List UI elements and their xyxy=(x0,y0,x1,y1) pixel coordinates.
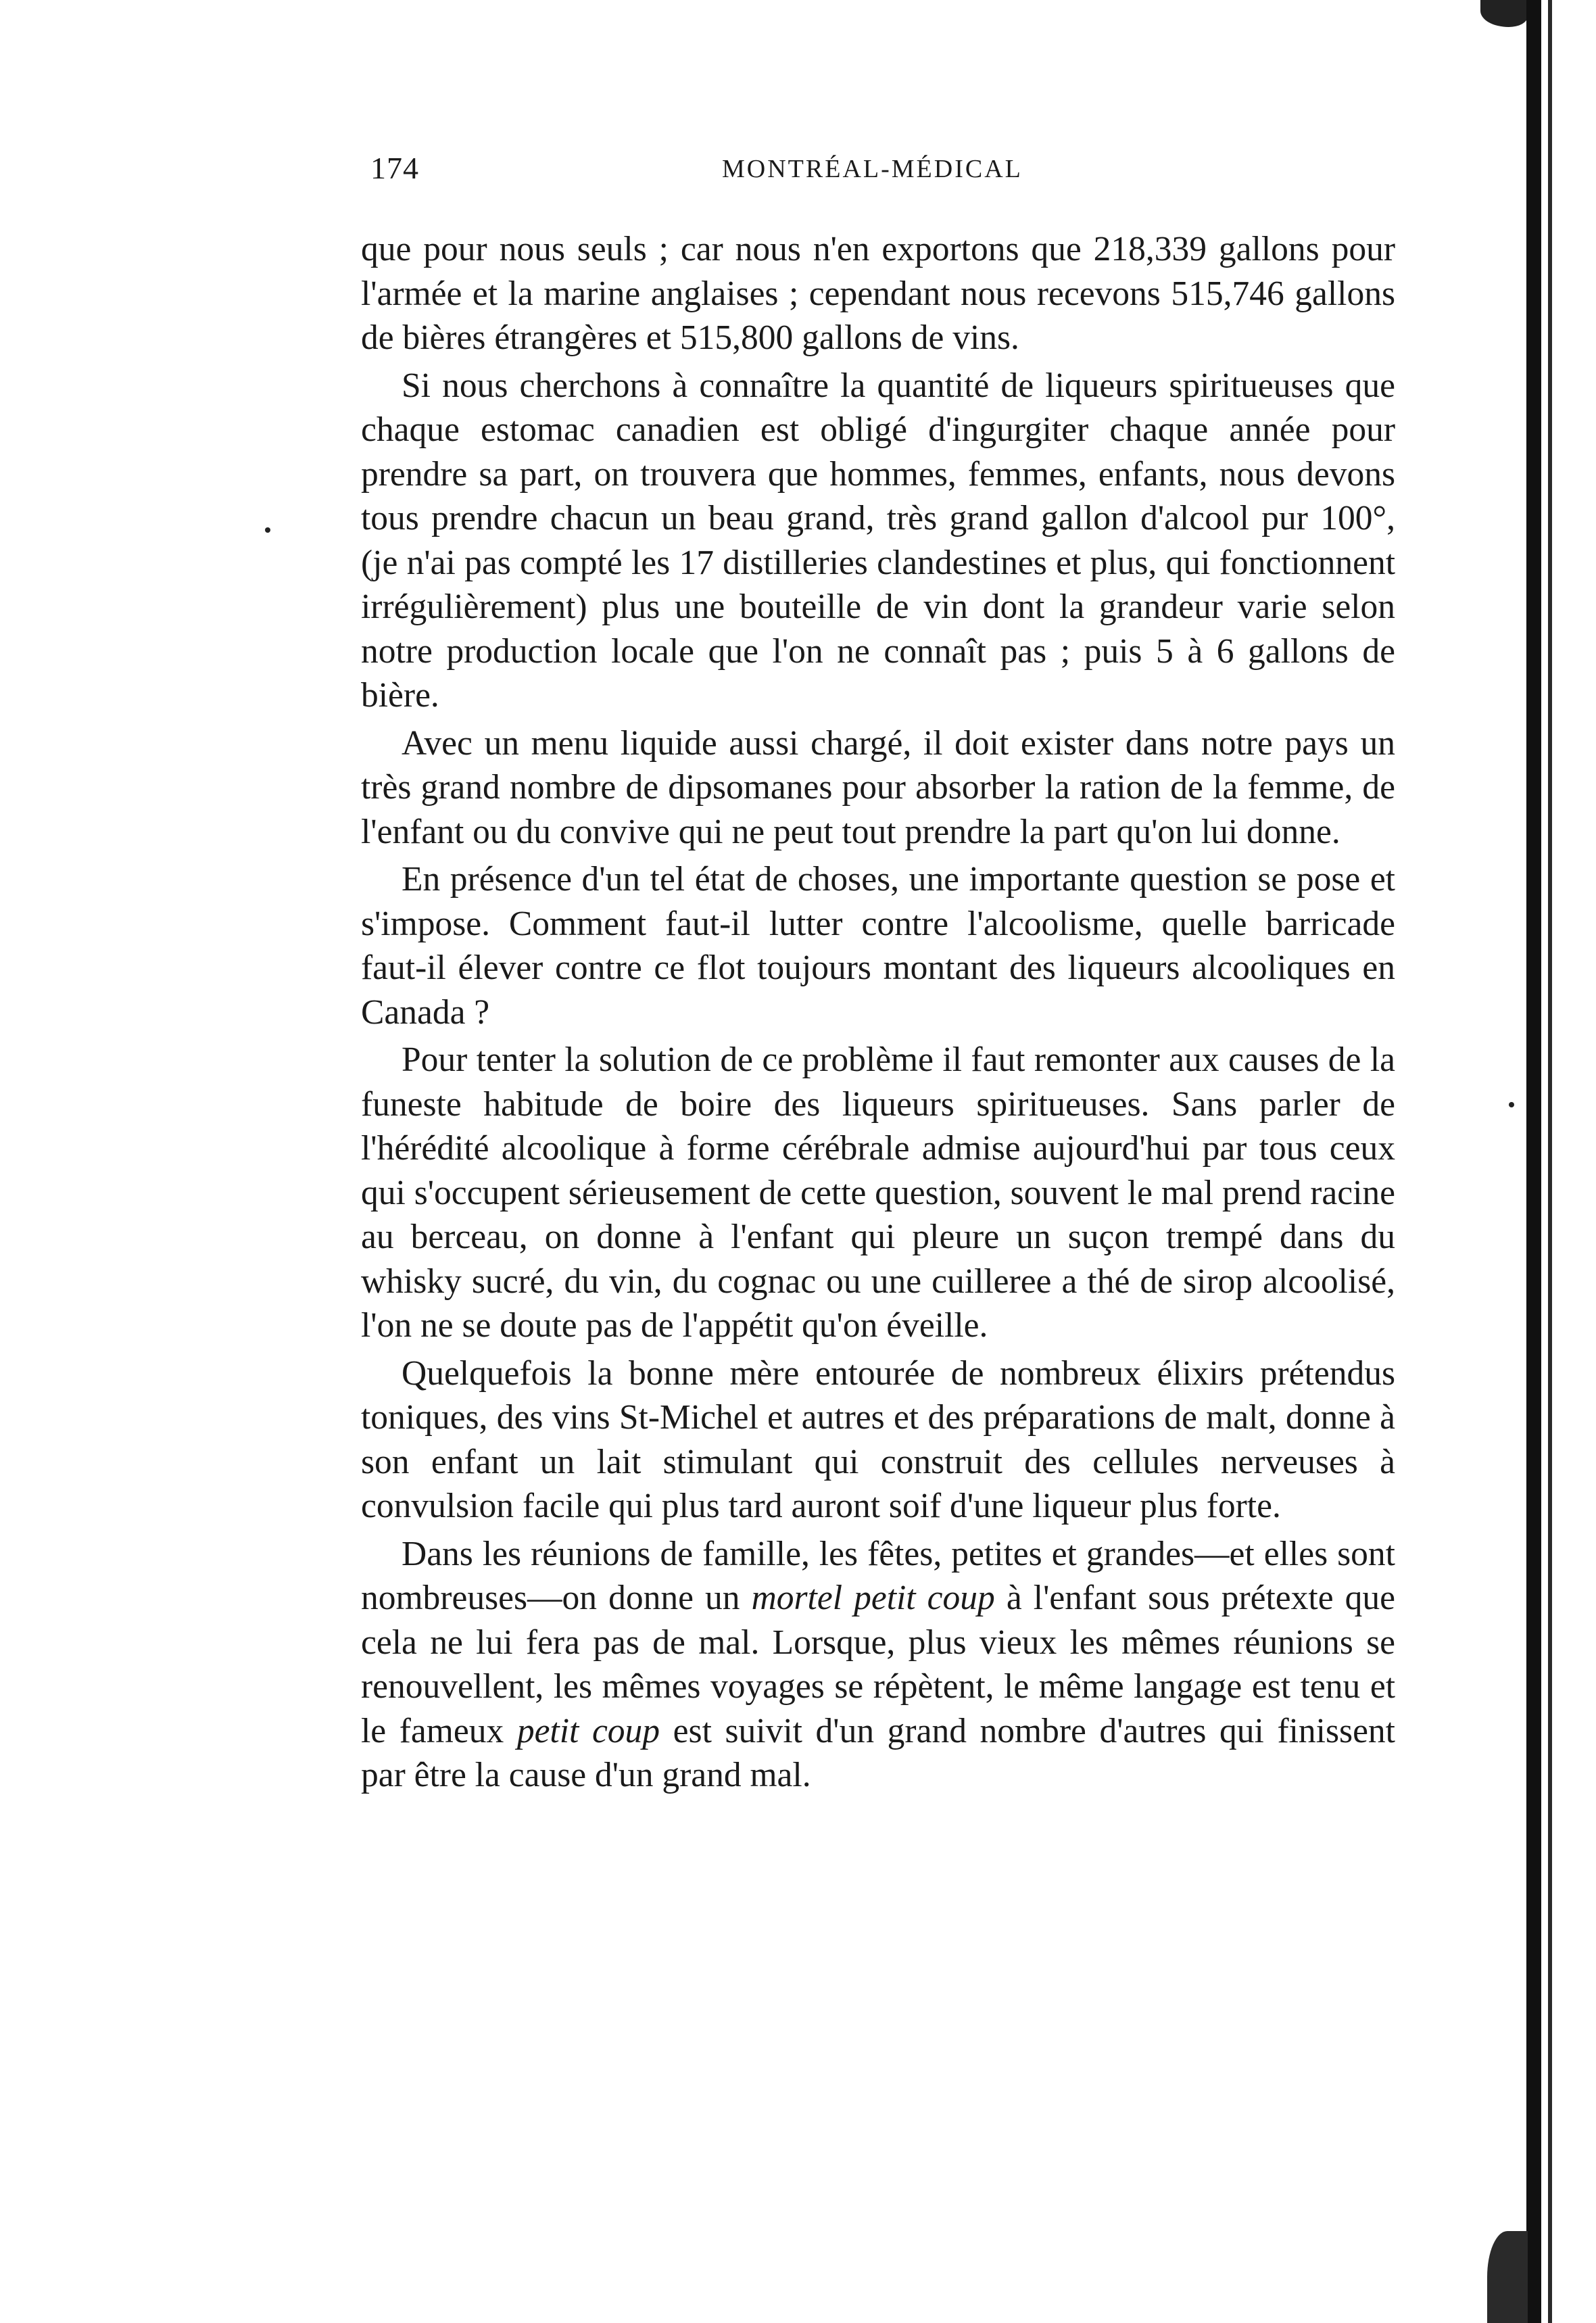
paragraph-spirits-quantity: Si nous cherchons à connaître la quantité de liqueurs spiritueuses que chaque estomac canadien est obligé d'ingurgiter chaque année pour prendre sa part, on trouvera que hommes, femmes, enfants, nous devons tous prendre chacun un beau grand, très grand gallon d'alcool pur 100°, (je n'ai pas compté les 17 distilleries clandestines et plus, qui fonctionnent irrégulièrement) plus une bouteille de vin dont la grandeur varie selon notre production locale que l'on ne connaît pas ; puis 5 à 6 gallons de bière. xyxy=(361,366,1395,715)
text-run: à l'enfant sous prétexte que cela ne lui fera pas de mal. Lorsque, plus vieux les mêmes réunions se renouvellent, les mêmes voyages se répètent, le même langage est tenu et le fameux xyxy=(361,1579,1396,1750)
text-run: est suivit d'un grand nombre d'autres qui finissent par être la cause d'un grand mal. xyxy=(361,1711,1395,1794)
italic-phrase: petit coup xyxy=(516,1711,660,1750)
running-title: MONTRÉAL-MÉDICAL xyxy=(722,155,1023,183)
scan-edge-artifact xyxy=(1487,2231,1528,2323)
paragraph-continuation: que pour nous seuls ; car nous n'en exportons que 218,339 gallons pour l'armée et la marine anglaises ; cependant nous recevons 515,746 gallons de bières étrangères et 515,800 gallons de vins. xyxy=(361,230,1395,357)
text-run: Dans les réunions de famille, les fêtes, petites et grandes—et elles sont nombreuses—on donne un xyxy=(361,1534,1395,1617)
paragraph-family-gatherings xyxy=(361,1532,1395,1798)
paragraph-causes: Pour tenter la solution de ce problème il faut remonter aux causes de la funeste habitude de boire des liqueurs spiritueuses. Sans parler de l'hérédité alcoolique à forme cérébrale admise aujourd'hui par tous ceux qui s'occupent sérieusement de cette question, souvent le mal prend racine au berceau, on donne à l'enfant qui pleure un suçon trempé dans du whisky sucré, du vin, du cognac ou une cuilleree a thé de sirop alcoolisé, l'on ne se doute pas de l'appétit qu'on éveille. xyxy=(361,1040,1395,1345)
page-header xyxy=(370,150,1391,197)
scan-edge-artifact xyxy=(1480,0,1528,27)
paragraph-question: En présence d'un tel état de choses, une importante question se pose et s'impose. Comment faut-il lutter contre l'alcoolisme, quelle barricade faut-il élever contre ce flot toujours montant des liqueurs alcooliques en Canada ? xyxy=(361,860,1395,1032)
paragraph-dipsomanes: Avec un menu liquide aussi chargé, il doit exister dans notre pays un très grand nombre de dipsomanes pour absorber la ration de la femme, de l'enfant ou du convive qui ne peut tout prendre la part qu'on lui donne. xyxy=(361,723,1395,851)
stray-mark xyxy=(265,527,270,533)
scan-page-edge xyxy=(1526,0,1541,2323)
body-text xyxy=(361,227,1395,1801)
scan-page-edge-thin xyxy=(1548,0,1552,2323)
page-number: 174 xyxy=(370,151,419,185)
paragraph-elixirs: Quelquefois la bonne mère entourée de nombreux élixirs prétendus toniques, des vins St-Michel et autres et des préparations de malt, donne à son enfant un lait stimulant qui construit des cellules nerveuses à convulsion facile qui plus tard auront soif d'une liqueur plus forte. xyxy=(361,1354,1395,1525)
italic-phrase: mortel petit coup xyxy=(751,1579,995,1617)
stray-mark xyxy=(1509,1102,1514,1107)
